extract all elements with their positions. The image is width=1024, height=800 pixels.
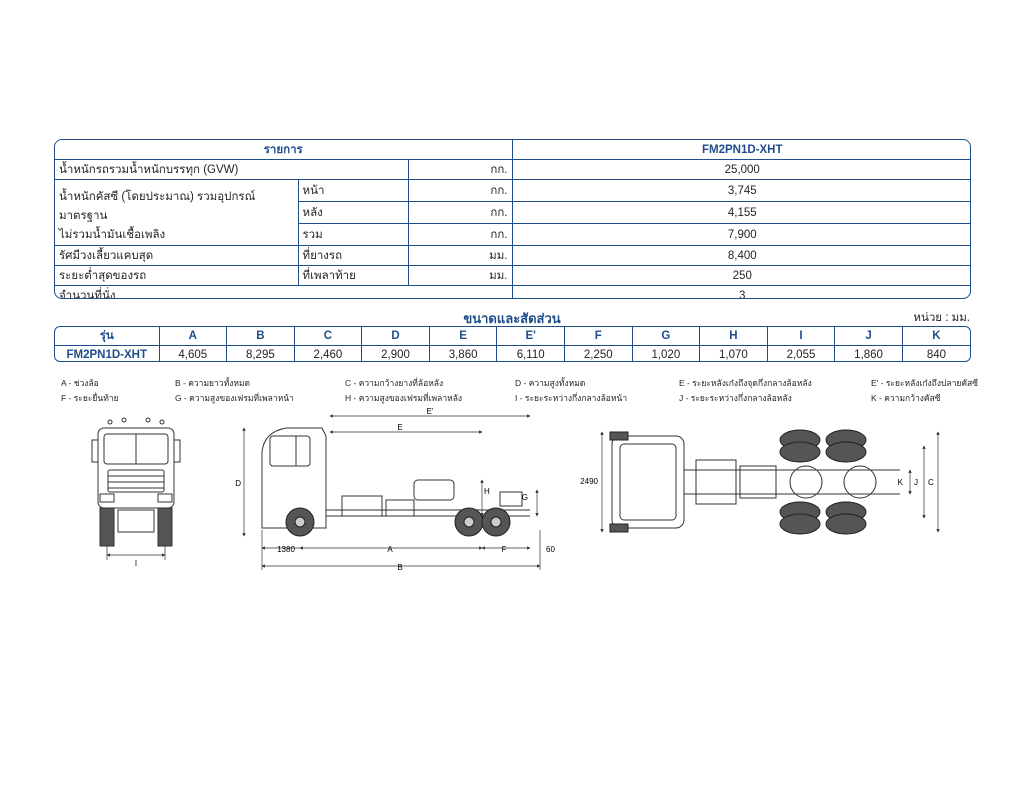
unit-note: หน่วย : มม.	[913, 312, 970, 324]
side-label-e-prime: E'	[426, 407, 434, 416]
rear-unit: กก.	[408, 202, 512, 224]
clearance-unit: มม.	[408, 266, 512, 286]
clearance-label: ระยะต่ำสุดของรถ	[55, 266, 298, 286]
legend-h: H - ความสูงของเฟรมที่เพลาหลัง	[345, 393, 463, 403]
top-label-k: K	[897, 478, 903, 487]
seats-label: จำนวนที่นั่ง	[55, 286, 512, 300]
dim-col-header: J	[835, 327, 903, 346]
dim-col-header: E'	[497, 327, 565, 346]
dim-col-value: 1,860	[835, 346, 903, 363]
dim-col-value: 2,055	[767, 346, 835, 363]
chassis-weight-label	[55, 180, 298, 246]
gvw-label: น้ำหนักรถรวมน้ำหนักบรรทุก (GVW)	[55, 160, 408, 180]
side-label-1380: 1380	[277, 545, 295, 554]
dim-col-header: F	[564, 327, 632, 346]
dim-col-value: 2,460	[294, 346, 362, 363]
legend-i: I - ระยะระหว่างกึ่งกลางล้อหน้า	[515, 393, 628, 403]
side-label-h: H	[484, 487, 490, 496]
dim-model-name: FM2PN1D-XHT	[55, 346, 159, 363]
dim-col-value: 8,295	[227, 346, 295, 363]
legend-g: G - ความสูงของเฟรมที่เพลาหน้า	[175, 393, 294, 403]
dim-col-value: 2,900	[362, 346, 430, 363]
side-label-a: A	[387, 545, 393, 554]
front-label-i: I	[134, 559, 138, 568]
dim-col-header: G	[632, 327, 700, 346]
dimension-table	[54, 326, 971, 362]
truck-drawings	[0, 400, 1024, 580]
legend-k: K - ความกว้างคัสซี	[871, 393, 941, 403]
top-label-j: J	[914, 478, 918, 487]
spec-table	[54, 139, 971, 299]
side-label-e: E	[397, 423, 403, 432]
legend-a: A - ช่วงล้อ	[61, 378, 99, 388]
rear-value: 4,155	[512, 202, 971, 224]
turning-label: รัศมีวงเลี้ยวแคบสุด	[55, 246, 298, 266]
front-sub: หน้า	[298, 180, 408, 202]
top-label-c: C	[928, 478, 934, 487]
gvw-unit: กก.	[408, 160, 512, 180]
dim-col-header: C	[294, 327, 362, 346]
dim-col-value: 2,250	[564, 346, 632, 363]
chassis-weight-label-line1: น้ำหนักคัสซี (โดยประมาณ) รวมอุปกรณ์มาตรฐาน	[59, 191, 256, 222]
seats-value: 3	[739, 289, 746, 299]
legend-d: D - ความสูงทั้งหมด	[515, 378, 586, 388]
dim-col-value: 4,605	[159, 346, 227, 363]
dim-col-header: E	[429, 327, 497, 346]
turning-sub: ที่ยางรถ	[298, 246, 408, 266]
side-label-60: 60	[546, 545, 555, 554]
turning-value: 8,400	[512, 246, 971, 266]
header-model: FM2PN1D-XHT	[512, 140, 971, 160]
front-value: 3,745	[512, 180, 971, 202]
dim-col-value: 840	[926, 348, 947, 361]
legend-e-prime: E' - ระยะหลังเก๋งถึงปลายคัสซี	[871, 378, 978, 388]
front-unit: กก.	[408, 180, 512, 202]
side-label-d: D	[235, 479, 241, 488]
dim-col-value: 1,070	[700, 346, 768, 363]
total-value: 7,900	[512, 224, 971, 246]
side-label-b: B	[397, 563, 403, 572]
chassis-weight-label-line2: ไม่รวมน้ำมันเชื้อเพลิง	[59, 229, 166, 241]
clearance-sub: ที่เพลาท้าย	[298, 266, 408, 286]
legend-f: F - ระยะยื่นท้าย	[61, 393, 119, 403]
dimensions-title: ขนาดและสัดส่วน	[463, 311, 561, 326]
top-label-2490: 2490	[580, 477, 598, 486]
legend-b: B - ความยาวทั้งหมด	[175, 378, 251, 388]
side-label-g: G	[521, 493, 528, 502]
header-item: รายการ	[55, 140, 512, 160]
dim-col-value: 1,020	[632, 346, 700, 363]
dim-col-header: K	[902, 327, 970, 346]
front-view-drawing	[92, 418, 180, 546]
dim-col-header: I	[767, 327, 835, 346]
dim-col-header: A	[159, 327, 227, 346]
legend-j: J - ระยะระหว่างกึ่งกลางล้อหลัง	[679, 393, 792, 403]
total-sub: รวม	[298, 224, 408, 246]
dim-col-value: 3,860	[429, 346, 497, 363]
dim-col-header: D	[362, 327, 430, 346]
dim-col-header: B	[227, 327, 295, 346]
total-unit: กก.	[408, 224, 512, 246]
turning-unit: มม.	[408, 246, 512, 266]
rear-sub: หลัง	[298, 202, 408, 224]
gvw-value: 25,000	[512, 160, 971, 180]
dim-col-header: H	[700, 327, 768, 346]
side-label-f: F	[501, 545, 507, 554]
legend-c: C - ความกว้างยางที่ล้อหลัง	[345, 378, 444, 388]
clearance-value: 250	[512, 266, 971, 286]
dim-col-value: 6,110	[497, 346, 565, 363]
legend-e: E - ระยะหลังเก๋งถึงจุดกึ่งกลางล้อหลัง	[679, 378, 812, 388]
dim-header-model: รุ่น	[55, 327, 159, 346]
